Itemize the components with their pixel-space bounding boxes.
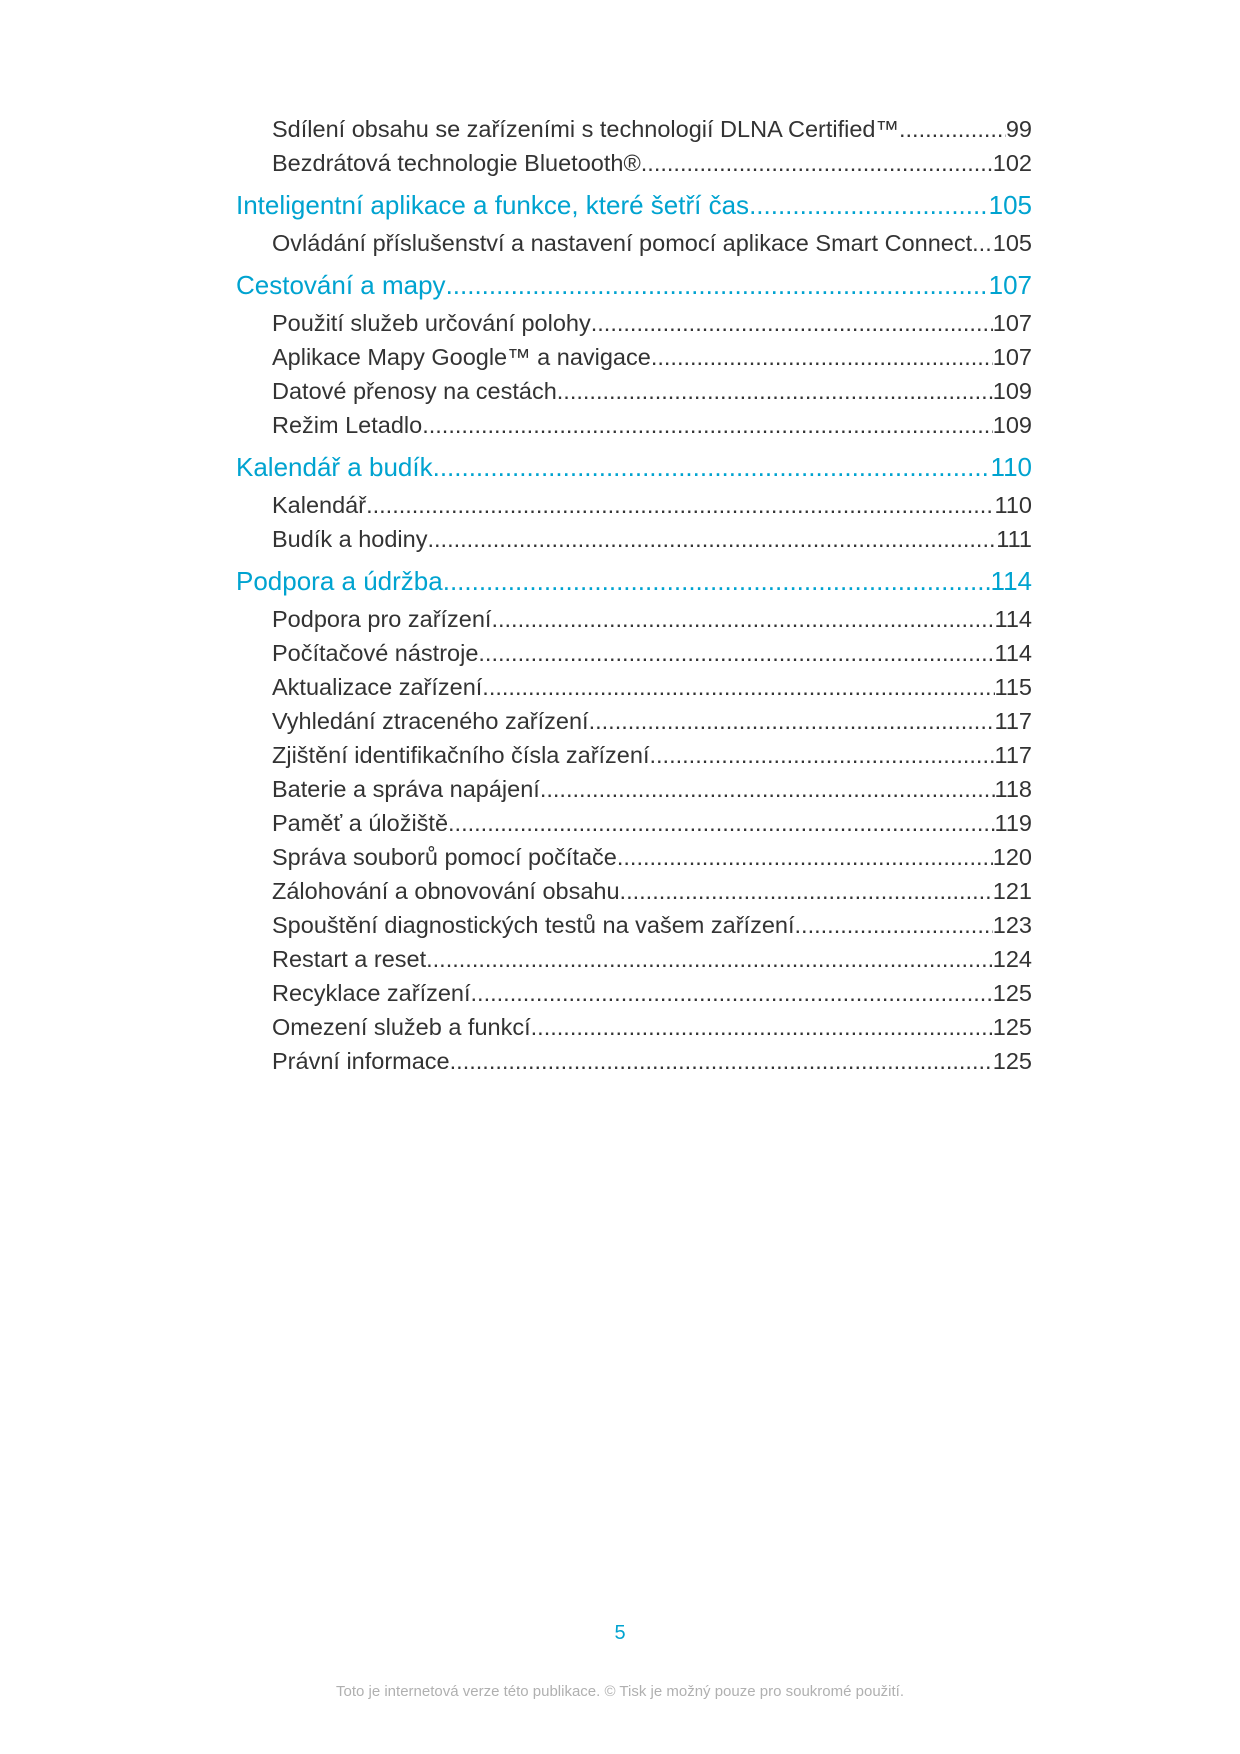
- toc-entry-title: Paměť a úložiště: [272, 810, 449, 836]
- toc-entry-title: Podpora a údržba: [236, 566, 443, 596]
- toc-entry-title: Právní informace: [272, 1048, 450, 1074]
- toc-entry-page: 117: [994, 742, 1032, 768]
- toc-entry-title: Správa souborů pomocí počítače: [272, 844, 617, 870]
- toc-entry[interactable]: [272, 1010, 1032, 1044]
- toc-entry-title: Restart a reset: [272, 946, 427, 972]
- dot-leader: [649, 738, 994, 772]
- toc-entry-title: Vyhledání ztraceného zařízení: [272, 708, 589, 734]
- toc-entry-title: Aktualizace zařízení: [272, 674, 483, 700]
- toc-entry-title: Budík a hodiny: [272, 526, 428, 552]
- toc-entry-page: 124: [992, 946, 1032, 972]
- toc-entry-page: 123: [992, 912, 1032, 938]
- toc-entry-title: Recyklace zařízení: [272, 980, 471, 1006]
- toc-entry-title: Režim Letadlo: [272, 412, 423, 438]
- toc-entry-title: Omezení služeb a funkcí: [272, 1014, 531, 1040]
- dot-leader: [366, 488, 994, 522]
- dot-leader: [491, 602, 994, 636]
- toc-entry[interactable]: [272, 976, 1032, 1010]
- toc-entry-page: 105: [992, 230, 1032, 256]
- dot-leader: [749, 184, 989, 226]
- toc-entry-page: 114: [994, 606, 1032, 632]
- toc-entry-page: 110: [994, 492, 1032, 518]
- toc-entry-page: 110: [990, 452, 1032, 482]
- toc-entry-title: Počítačové nástroje: [272, 640, 479, 666]
- dot-leader: [589, 704, 995, 738]
- dot-leader: [426, 942, 993, 976]
- toc-entry[interactable]: [272, 408, 1032, 442]
- toc-entry-page: 117: [994, 708, 1032, 734]
- toc-entry-page: 114: [994, 640, 1032, 666]
- toc-entry-page: 125: [992, 1014, 1032, 1040]
- toc-entry-page: 114: [990, 566, 1032, 596]
- toc-entry[interactable]: [272, 112, 1032, 146]
- toc-entry-page: 120: [992, 844, 1032, 870]
- toc-entry-page: 118: [994, 776, 1032, 802]
- toc-entry-title: Kalendář a budík: [236, 452, 433, 482]
- page-number: 5: [614, 1622, 626, 1644]
- toc-entry[interactable]: [272, 670, 1032, 704]
- dot-leader: [448, 806, 995, 840]
- toc-entry[interactable]: [272, 636, 1032, 670]
- dot-leader: [899, 112, 1006, 146]
- dot-leader: [620, 874, 993, 908]
- dot-leader: [482, 670, 994, 704]
- toc-entry-page: 115: [994, 674, 1032, 700]
- toc-entry-title: Sdílení obsahu se zařízeními s technologií DLNA Certified™: [272, 116, 899, 142]
- dot-leader: [617, 840, 993, 874]
- dot-leader: [446, 264, 989, 306]
- toc-entry-page: 102: [992, 150, 1032, 176]
- dot-leader: [471, 976, 993, 1010]
- toc-entry[interactable]: [272, 874, 1032, 908]
- dot-leader: [972, 226, 993, 260]
- toc-entry-title: Bezdrátová technologie Bluetooth®: [272, 150, 641, 176]
- dot-leader: [531, 1010, 993, 1044]
- toc-entry-page: 107: [988, 270, 1032, 300]
- toc-chapter-entry[interactable]: [236, 264, 1032, 306]
- toc-entry-title: Inteligentní aplikace a funkce, které šetří čas: [236, 190, 750, 220]
- toc-entry-title: Aplikace Mapy Google™ a navigace: [272, 344, 651, 370]
- dot-leader: [433, 446, 991, 488]
- toc-entry[interactable]: [272, 704, 1032, 738]
- toc-entry[interactable]: [272, 772, 1032, 806]
- dot-leader: [591, 306, 993, 340]
- toc-entry-title: Použití služeb určování polohy: [272, 310, 591, 336]
- toc-entry[interactable]: [272, 306, 1032, 340]
- dot-leader: [651, 340, 993, 374]
- toc-chapter-entry[interactable]: [236, 446, 1032, 488]
- dot-leader: [478, 636, 994, 670]
- toc-entry-title: Podpora pro zařízení: [272, 606, 492, 632]
- toc-entry-page: 107: [992, 310, 1032, 336]
- toc-entry-page: 107: [992, 344, 1032, 370]
- dot-leader: [795, 908, 993, 942]
- dot-leader: [422, 408, 993, 442]
- toc-entry-title: Zjištění identifikačního čísla zařízení: [272, 742, 650, 768]
- toc-entry-title: Cestování a mapy: [236, 270, 446, 300]
- toc-entry[interactable]: [272, 840, 1032, 874]
- toc-entry[interactable]: [272, 806, 1032, 840]
- toc-entry-title: Datové přenosy na cestách: [272, 378, 557, 404]
- toc-chapter-entry[interactable]: [236, 184, 1032, 226]
- dot-leader: [427, 522, 996, 556]
- toc-chapter-entry[interactable]: [236, 560, 1032, 602]
- toc-entry-title: Ovládání příslušenství a nastavení pomocí aplikace Smart Connect: [272, 230, 973, 256]
- toc-entry[interactable]: [272, 488, 1032, 522]
- toc-entry[interactable]: [272, 340, 1032, 374]
- toc-entry[interactable]: [272, 602, 1032, 636]
- toc-entry[interactable]: [272, 226, 1032, 260]
- toc-entry-title: Zálohování a obnovování obsahu: [272, 878, 620, 904]
- toc-entry-title: Baterie a správa napájení: [272, 776, 540, 802]
- dot-leader: [443, 560, 991, 602]
- toc-entry-page: 119: [994, 810, 1032, 836]
- toc-entry[interactable]: [272, 738, 1032, 772]
- dot-leader: [450, 1044, 993, 1078]
- toc-entry-page: 125: [992, 1048, 1032, 1074]
- dot-leader: [540, 772, 995, 806]
- footer-notice: Toto je internetová verze této publikace. © Tisk je možný pouze pro soukromé použití.: [335, 1683, 904, 1700]
- toc-entry-page: 121: [992, 878, 1032, 904]
- toc-entry-page: 105: [988, 190, 1032, 220]
- toc-entry-page: 99: [1005, 116, 1032, 142]
- dot-leader: [557, 374, 993, 408]
- toc-entry[interactable]: [272, 374, 1032, 408]
- toc-entry-page: 109: [992, 378, 1032, 404]
- table-of-contents: [236, 112, 1032, 1078]
- toc-entry-title: Spouštění diagnostických testů na vašem zařízení: [272, 912, 795, 938]
- toc-entry[interactable]: [272, 522, 1032, 556]
- toc-entry[interactable]: [272, 146, 1032, 180]
- toc-entry[interactable]: [272, 942, 1032, 976]
- dot-leader: [641, 146, 993, 180]
- toc-entry-page: 125: [992, 980, 1032, 1006]
- toc-entry-page: 111: [996, 526, 1032, 552]
- toc-entry-page: 109: [992, 412, 1032, 438]
- toc-entry-title: Kalendář: [272, 492, 367, 518]
- toc-entry[interactable]: [272, 908, 1032, 942]
- toc-entry[interactable]: [272, 1044, 1032, 1078]
